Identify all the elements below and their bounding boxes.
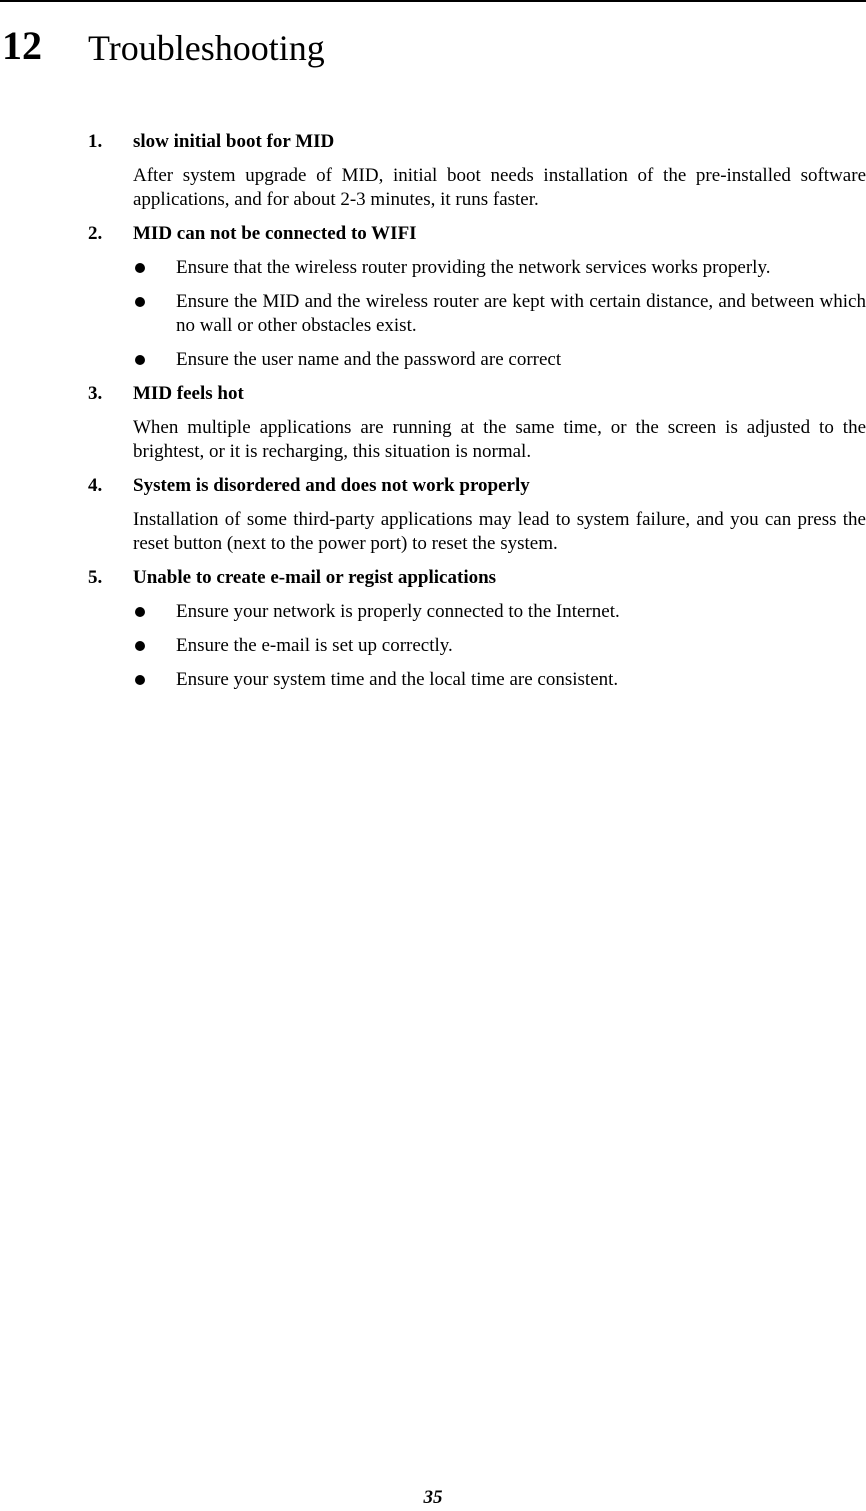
item-number: 4. [88,475,103,496]
list-item [88,130,866,212]
item-paragraph: When multiple applications are running at the same time, or the screen is adjusted to the brightest, or it is recharging, this situation is normal. [133,417,866,462]
top-rule [0,0,866,2]
item-number: 1. [88,131,103,152]
bullet-dot-icon [135,641,145,651]
list-item [88,566,866,692]
bullet-item [88,348,866,372]
item-heading [88,130,866,154]
bullet-dot-icon [135,263,145,273]
item-heading [88,474,866,498]
bullet-item [88,256,866,280]
bullet-dot-icon [135,675,145,685]
item-title: Unable to create e-mail or regist applications [133,567,497,588]
bullet-text: Ensure the MID and the wireless router are kept with certain distance, and between which no wall or other obstacles exist. [176,291,866,336]
item-number: 2. [88,223,103,244]
item-title: MID can not be connected to WIFI [133,223,417,244]
bullet-text: Ensure your system time and the local time are consistent. [176,669,619,690]
bullet-item [88,634,866,658]
item-number: 3. [88,383,103,404]
item-paragraph: Installation of some third-party applications may lead to system failure, and you can press the reset button (next to the power port) to reset the system. [133,509,866,554]
bullet-text: Ensure the user name and the password are correct [176,349,562,370]
bullet-text: Ensure your network is properly connected to the Internet. [176,601,620,622]
bullet-item [88,668,866,692]
chapter-heading [0,22,860,72]
item-paragraph: After system upgrade of MID, initial boot needs installation of the pre-installed software applications, and for about 2-3 minutes, it runs faster. [133,165,866,210]
chapter-number: 12 [2,23,42,68]
bullet-dot-icon [135,297,145,307]
bullet-text: Ensure the e-mail is set up correctly. [176,635,453,656]
bullet-item [88,600,866,624]
bullet-dot-icon [135,355,145,365]
bullet-item [88,290,866,338]
item-heading [88,222,866,246]
item-heading [88,566,866,590]
item-number: 5. [88,567,103,588]
item-title: slow initial boot for MID [133,131,335,152]
page-number: 35 [423,1487,443,1508]
item-heading [88,382,866,406]
list-item [88,474,866,556]
chapter-title: Troubleshooting [88,28,325,68]
item-title: MID feels hot [133,383,244,404]
item-title: System is disordered and does not work properly [133,475,530,496]
bullet-dot-icon [135,607,145,617]
list-item [88,222,866,372]
troubleshooting-list [88,130,866,702]
list-item [88,382,866,464]
bullet-text: Ensure that the wireless router providing the network services works properly. [176,257,771,278]
